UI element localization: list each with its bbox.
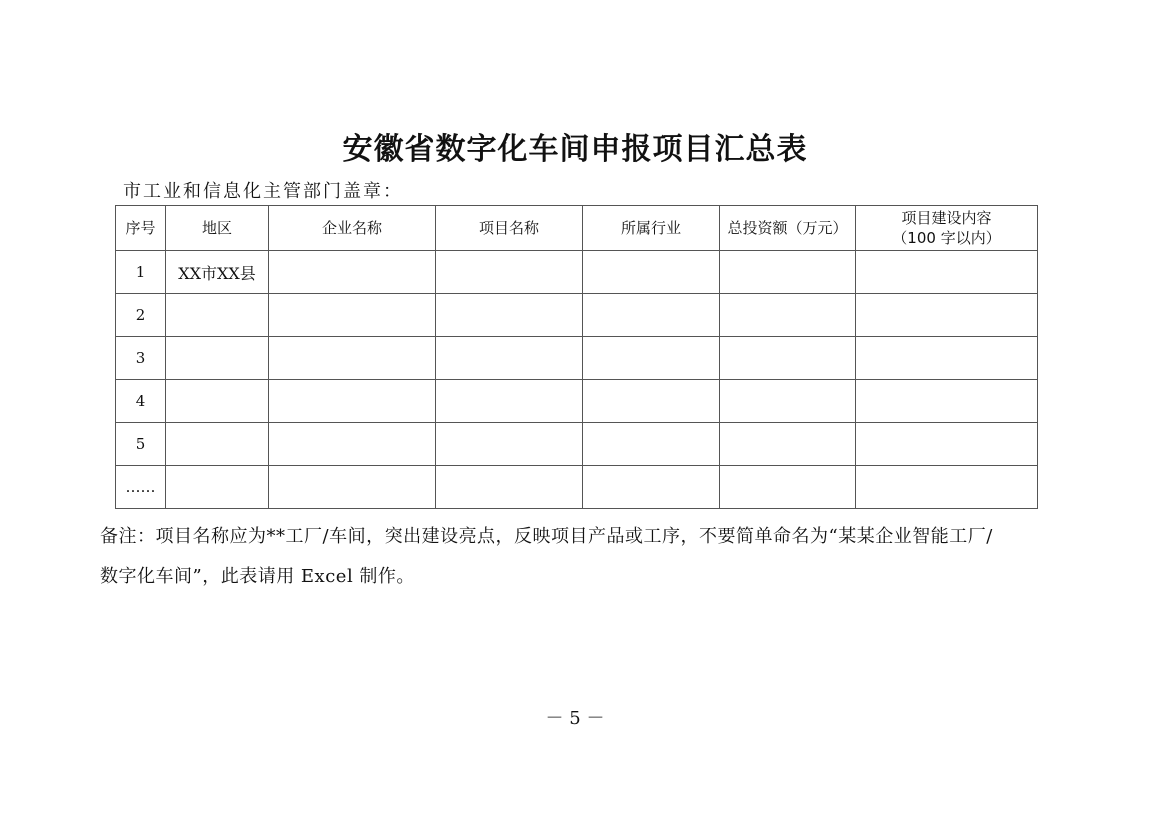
row-index: 5 [116, 423, 166, 466]
company-cell [269, 423, 436, 466]
investment-cell [720, 380, 856, 423]
table-row [116, 337, 1038, 380]
header-project-content-line2: （100 字以内） [892, 229, 1001, 247]
header-region: 地区 [166, 206, 269, 251]
region-cell: XX市XX县 [166, 251, 269, 294]
row-index: 1 [116, 251, 166, 294]
page-title: 安徽省数字化车间申报项目汇总表 [342, 132, 808, 167]
content-cell [856, 251, 1038, 294]
table-header-row [116, 206, 1038, 251]
content-cell [856, 423, 1038, 466]
content-cell [856, 466, 1038, 509]
investment-cell [720, 251, 856, 294]
industry-cell [583, 251, 720, 294]
table-row [116, 380, 1038, 423]
row-index: 2 [116, 294, 166, 337]
note-line-2: 数字化车间”，此表请用 Excel 制作。 [100, 566, 415, 587]
table-row [116, 423, 1038, 466]
region-cell [166, 337, 269, 380]
industry-cell [583, 380, 720, 423]
summary-table [115, 205, 1038, 509]
company-cell [269, 337, 436, 380]
company-cell [269, 380, 436, 423]
investment-cell [720, 337, 856, 380]
industry-cell [583, 423, 720, 466]
industry-cell [583, 337, 720, 380]
table-row [116, 294, 1038, 337]
row-index: 3 [116, 337, 166, 380]
header-total-investment: 总投资额（万元） [720, 206, 856, 251]
investment-cell [720, 294, 856, 337]
project-cell [436, 380, 583, 423]
project-cell [436, 294, 583, 337]
project-cell [436, 337, 583, 380]
content-cell [856, 380, 1038, 423]
industry-cell [583, 466, 720, 509]
note [100, 517, 1060, 597]
region-cell [166, 466, 269, 509]
company-cell [269, 251, 436, 294]
industry-cell [583, 294, 720, 337]
region-cell [166, 380, 269, 423]
header-industry: 所属行业 [583, 206, 720, 251]
table-row [116, 466, 1038, 509]
region-cell [166, 294, 269, 337]
region-cell [166, 423, 269, 466]
header-project-content-line1: 项目建设内容 [901, 209, 992, 227]
header-index: 序号 [116, 206, 166, 251]
stamp-label: 市工业和信息化主管部门盖章： [123, 181, 403, 202]
header-project-content [856, 206, 1038, 251]
header-project-name: 项目名称 [436, 206, 583, 251]
project-cell [436, 251, 583, 294]
investment-cell [720, 423, 856, 466]
content-cell [856, 294, 1038, 337]
note-line-1: 备注：项目名称应为**工厂/车间，突出建设亮点，反映项目产品或工序，不要简单命名为“某某企业智能工厂/ [100, 526, 993, 547]
row-index: …… [116, 466, 166, 509]
company-cell [269, 294, 436, 337]
content-cell [856, 337, 1038, 380]
project-cell [436, 466, 583, 509]
page-number: － 5 － [545, 708, 605, 729]
project-cell [436, 423, 583, 466]
investment-cell [720, 466, 856, 509]
company-cell [269, 466, 436, 509]
table-row [116, 251, 1038, 294]
header-company-name: 企业名称 [269, 206, 436, 251]
row-index: 4 [116, 380, 166, 423]
